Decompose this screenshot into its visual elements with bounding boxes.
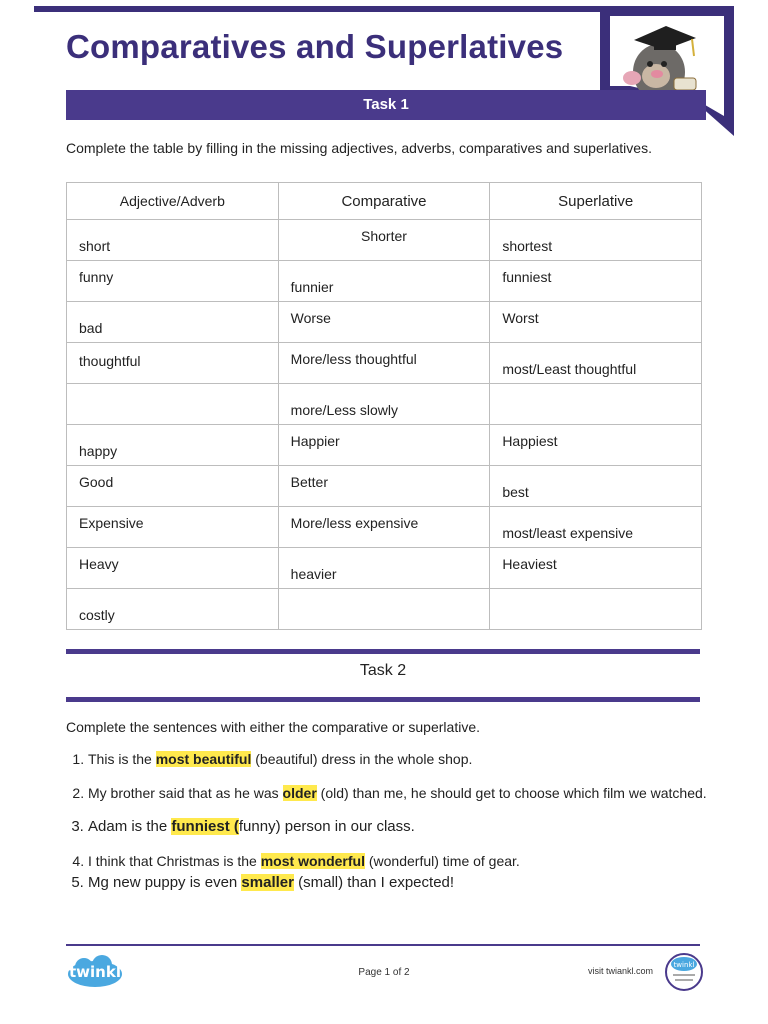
list-item [88,782,728,804]
visit-link[interactable]: visit twiankl.com [588,966,654,976]
table-cell[interactable]: Expensive [67,507,279,548]
table-row [67,466,702,507]
table-cell[interactable]: most/least expensive [490,507,702,548]
table-cell[interactable] [490,589,702,630]
sentence-text: This is the [88,751,156,767]
answer-highlight: smaller [241,874,294,891]
sentence-text: Mg new puppy is even [88,874,242,891]
answer-highlight: most beautiful [155,751,252,767]
table-cell[interactable]: Heaviest [490,548,702,589]
table-cell[interactable]: happy [67,425,279,466]
task2-rule-top [66,649,700,654]
task2-instructions: Complete the sentences with either the comparative or superlative. [66,719,480,735]
sentence-text: (small) than I expected! [293,874,455,891]
table-row [67,343,702,384]
column-header: Adjective/Adverb [67,183,279,220]
footer-logo-text: twinkl [69,963,121,981]
table-cell[interactable]: funnier [278,261,490,302]
table-cell[interactable] [67,384,279,425]
table-cell[interactable]: heavier [278,548,490,589]
quality-badge-icon [664,952,704,992]
table-row [67,220,702,261]
table-cell[interactable]: costly [67,589,279,630]
table-row [67,425,702,466]
table-row [67,589,702,630]
footer-rule [66,944,700,946]
list-item [88,748,728,770]
sentence-text: My brother said that as he was [88,785,283,801]
sentence-text: Adam is the [88,818,172,835]
table-cell[interactable]: thoughtful [67,343,279,384]
table-row [67,384,702,425]
task2-rule-bottom [66,697,700,702]
page-title: Comparatives and Superlatives [66,28,564,65]
answer-highlight: older [282,785,317,801]
task2-label: Task 2 [359,662,407,679]
comparison-table [66,182,702,630]
table-cell[interactable]: More/less thoughtful [278,343,490,384]
table-cell[interactable]: most/Least thoughtful [490,343,702,384]
table-row [67,302,702,343]
page-number: Page 1 of 2 [358,967,410,978]
table-cell[interactable]: Worse [278,302,490,343]
table-cell[interactable]: Happiest [490,425,702,466]
table-row [67,548,702,589]
table-cell[interactable]: funniest [490,261,702,302]
table-cell[interactable]: bad [67,302,279,343]
task1-banner [66,90,706,120]
column-header: Superlative [490,183,702,220]
list-item [88,850,728,872]
answer-highlight: most wonderful [260,853,365,869]
task1-instructions: Complete the table by filling in the missing adjectives, adverbs, comparatives and superlatives. [66,140,652,156]
sentence-text: (beautiful) dress in the whole shop. [251,751,473,767]
table-cell[interactable]: Good [67,466,279,507]
answer-highlight: funniest ( [171,818,239,835]
table-cell[interactable]: Heavy [67,548,279,589]
table-row [67,507,702,548]
sentence-text: (wonderful) time of gear. [364,853,520,869]
table-row [67,261,702,302]
table-header-row [67,183,702,220]
list-item [88,872,728,894]
sentence-list [66,748,728,906]
column-header: Comparative [278,183,490,220]
table-cell[interactable]: more/Less slowly [278,384,490,425]
table-cell[interactable]: Worst [490,302,702,343]
table-cell[interactable]: More/less expensive [278,507,490,548]
table-cell[interactable]: Better [278,466,490,507]
sentence-text: I think that Christmas is the [88,853,261,869]
table-cell[interactable]: short [67,220,279,261]
table-cell[interactable]: best [490,466,702,507]
table-cell[interactable]: Happier [278,425,490,466]
task1-label: Task 1 [363,96,409,113]
sentence-text: (old) than me, he should get to choose which film we watched. [316,785,707,801]
table-cell[interactable]: Shorter [278,220,490,261]
table-cell[interactable]: funny [67,261,279,302]
list-item [88,816,728,838]
badge-text: twinkl [673,961,695,969]
table-cell[interactable] [278,589,490,630]
table-cell[interactable] [490,384,702,425]
table-cell[interactable]: shortest [490,220,702,261]
sentence-text: funny) person in our class. [238,818,415,835]
